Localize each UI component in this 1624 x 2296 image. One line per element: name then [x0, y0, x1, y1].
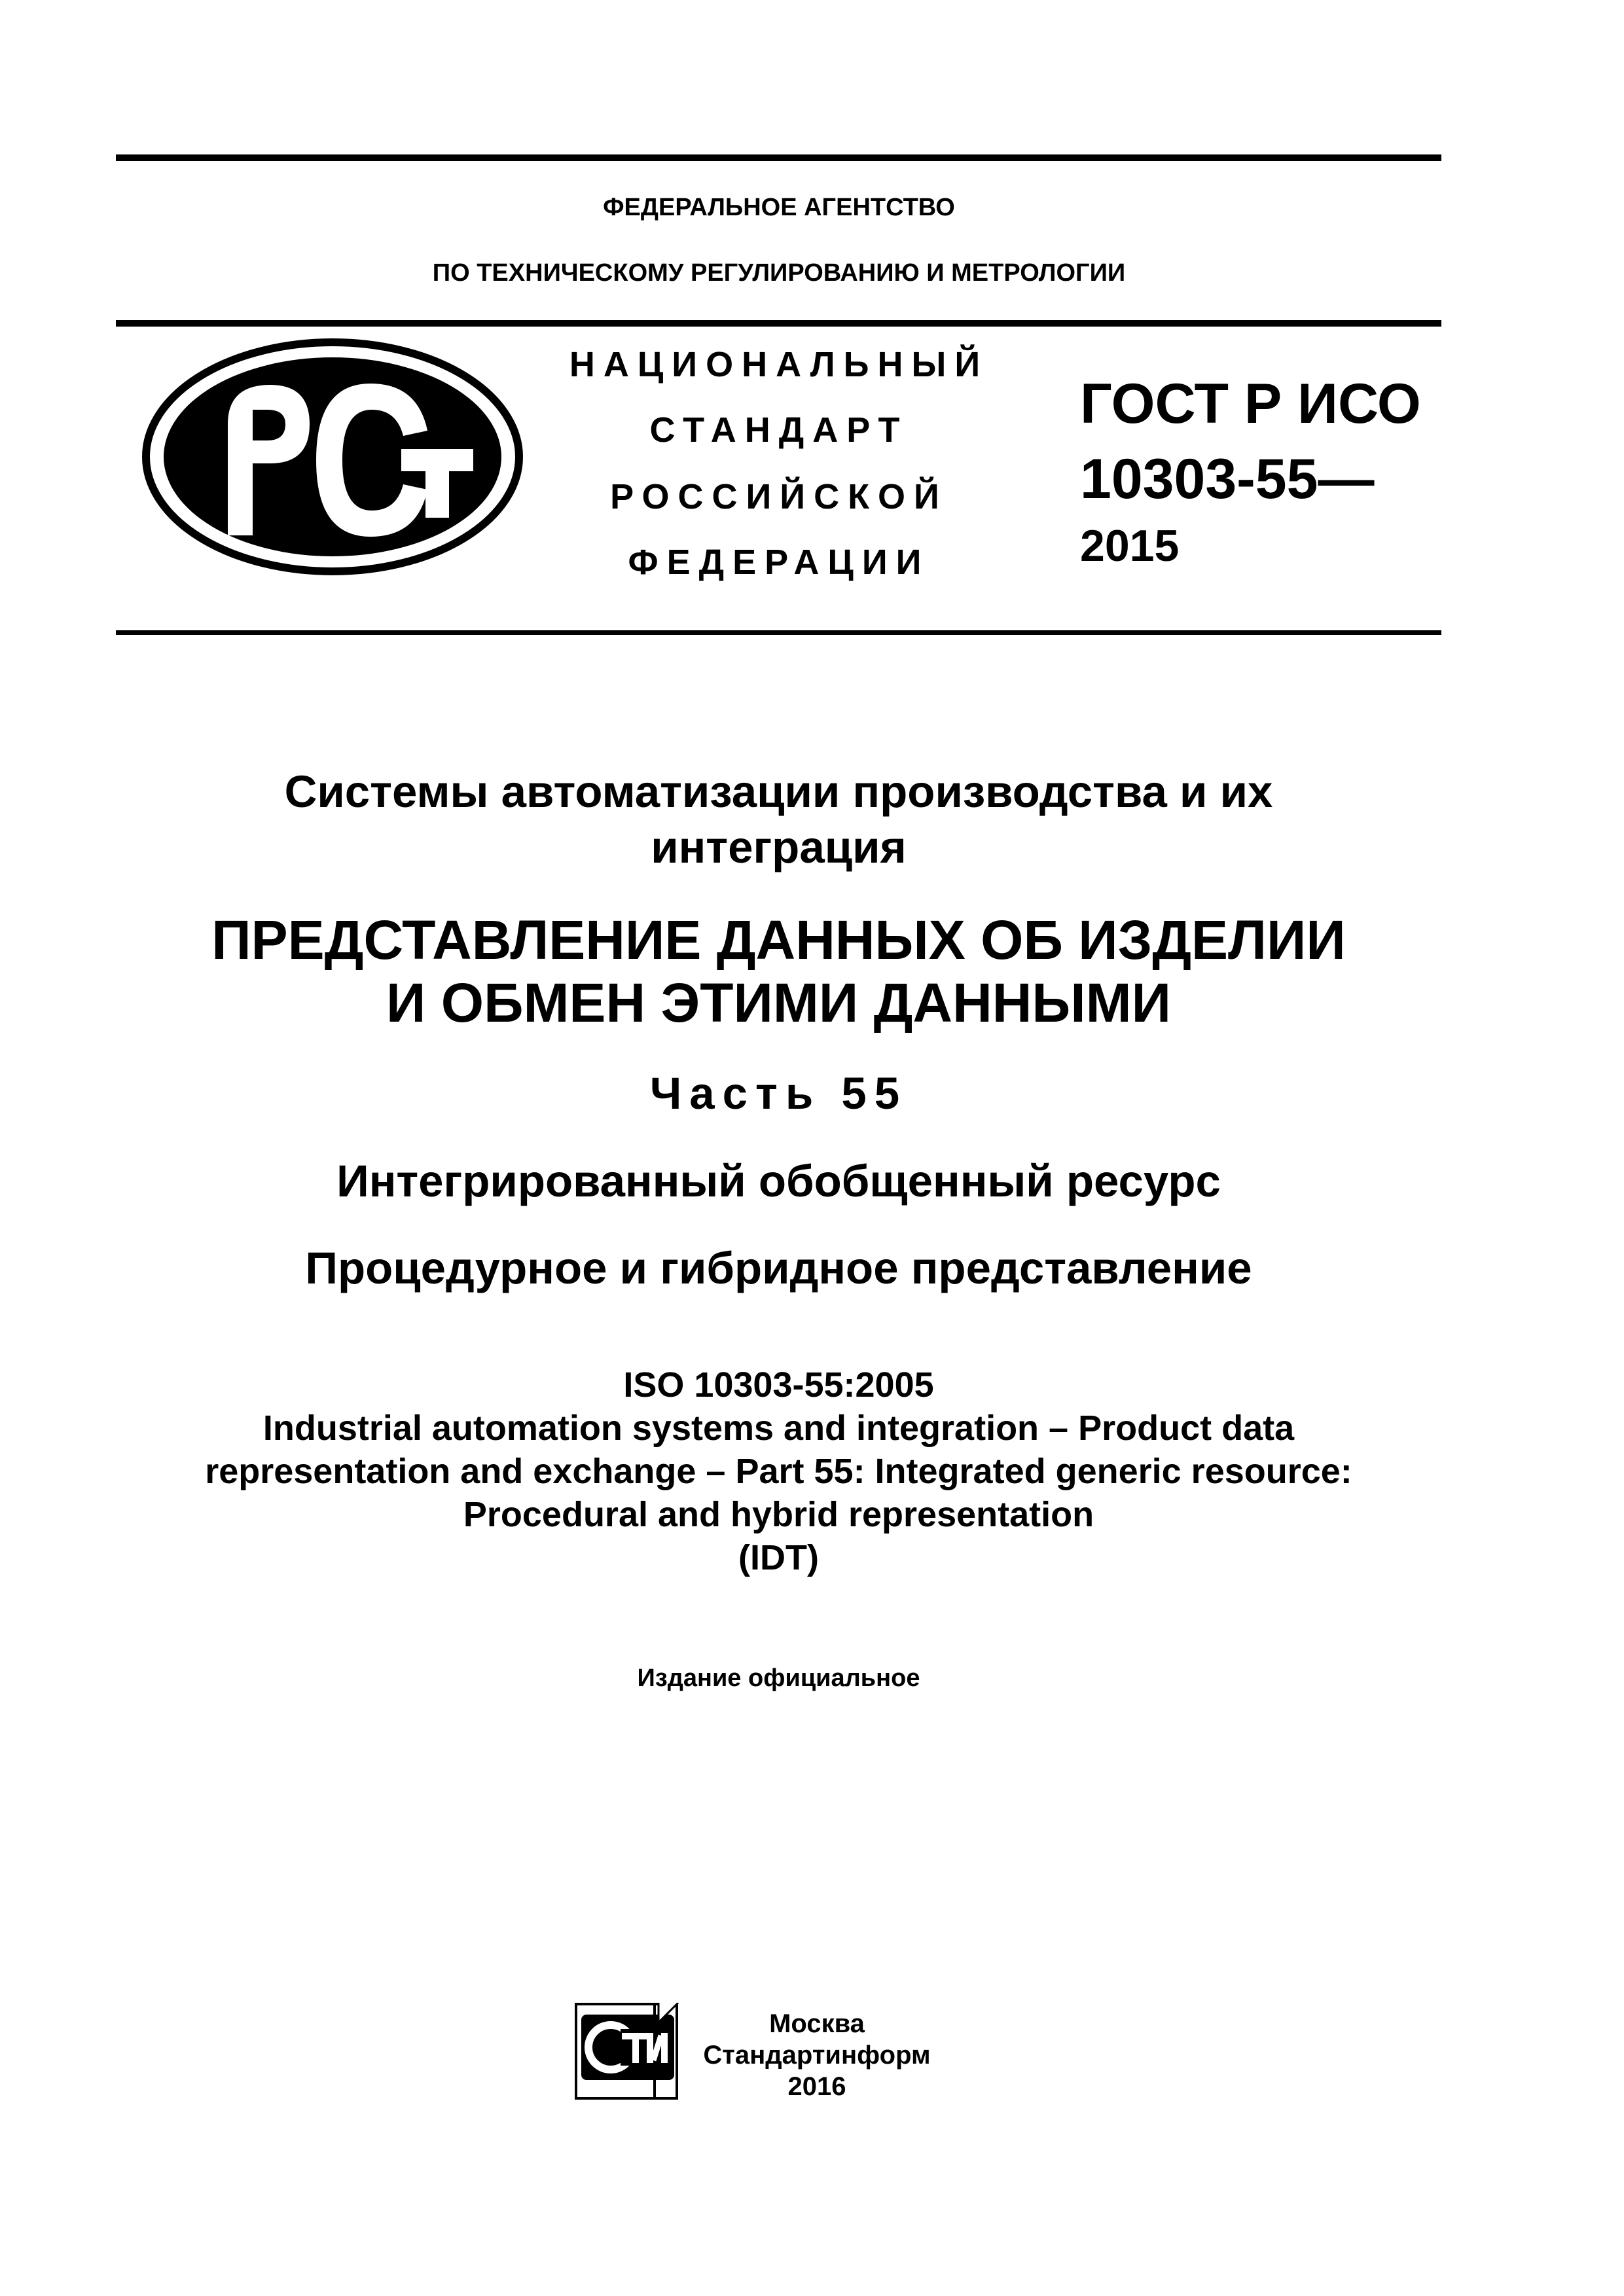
- publisher-name: Стандартинформ: [703, 2041, 931, 2070]
- publisher-city: Москва: [769, 2009, 865, 2038]
- standard-type-line-3: РОССИЙСКОЙ: [610, 477, 948, 516]
- rst-logo-icon: [136, 332, 529, 581]
- iso-line-2: Industrial automation systems and integration – Product data: [262, 1408, 1295, 1448]
- iso-reference: [116, 1363, 1441, 1579]
- agency-line-1: ФЕДЕРАЛЬНОЕ АГЕНТСТВО: [603, 194, 955, 221]
- edition-label: Издание официальное: [637, 1664, 920, 1692]
- part-number: Часть 55: [649, 1068, 908, 1119]
- iso-line-3: representation and exchange – Part 55: Integrated generic resource:: [205, 1452, 1352, 1491]
- standard-type-line-4: ФЕДЕРАЦИИ: [628, 543, 930, 582]
- iso-line-5: (IDT): [738, 1538, 819, 1577]
- top-rule: [116, 154, 1441, 161]
- designation-line-1: ГОСТ Р ИСО: [1080, 372, 1421, 435]
- group-title-line-2: интеграция: [651, 822, 907, 872]
- designation-rule: [116, 630, 1441, 635]
- main-title-line-1: ПРЕДСТАВЛЕНИЕ ДАННЫХ ОБ ИЗДЕЛИИ: [211, 909, 1346, 971]
- iso-line-4: Procedural and hybrid representation: [463, 1495, 1094, 1534]
- group-title-line-1: Системы автоматизации производства и их: [284, 766, 1273, 817]
- standartinform-logo-icon: [575, 2003, 679, 2100]
- standard-type-line-1: НАЦИОНАЛЬНЫЙ: [569, 345, 989, 384]
- iso-line-1: ISO 10303-55:2005: [623, 1365, 934, 1405]
- subtitle-line-2: Процедурное и гибридное представление: [305, 1243, 1252, 1293]
- subtitle-line-1: Интегрированный обобщенный ресурс: [336, 1156, 1221, 1206]
- main-title-line-2: И ОБМЕН ЭТИМИ ДАННЫМИ: [386, 972, 1171, 1033]
- designation-line-3: 2015: [1080, 521, 1180, 571]
- publisher-year: 2016: [787, 2072, 846, 2101]
- designation-line-2: 10303-55—: [1080, 448, 1375, 511]
- agency-line-2: ПО ТЕХНИЧЕСКОМУ РЕГУЛИРОВАНИЮ И МЕТРОЛОГИИ: [432, 259, 1126, 287]
- standard-type-line-2: СТАНДАРТ: [649, 410, 909, 450]
- header-rule: [116, 320, 1441, 327]
